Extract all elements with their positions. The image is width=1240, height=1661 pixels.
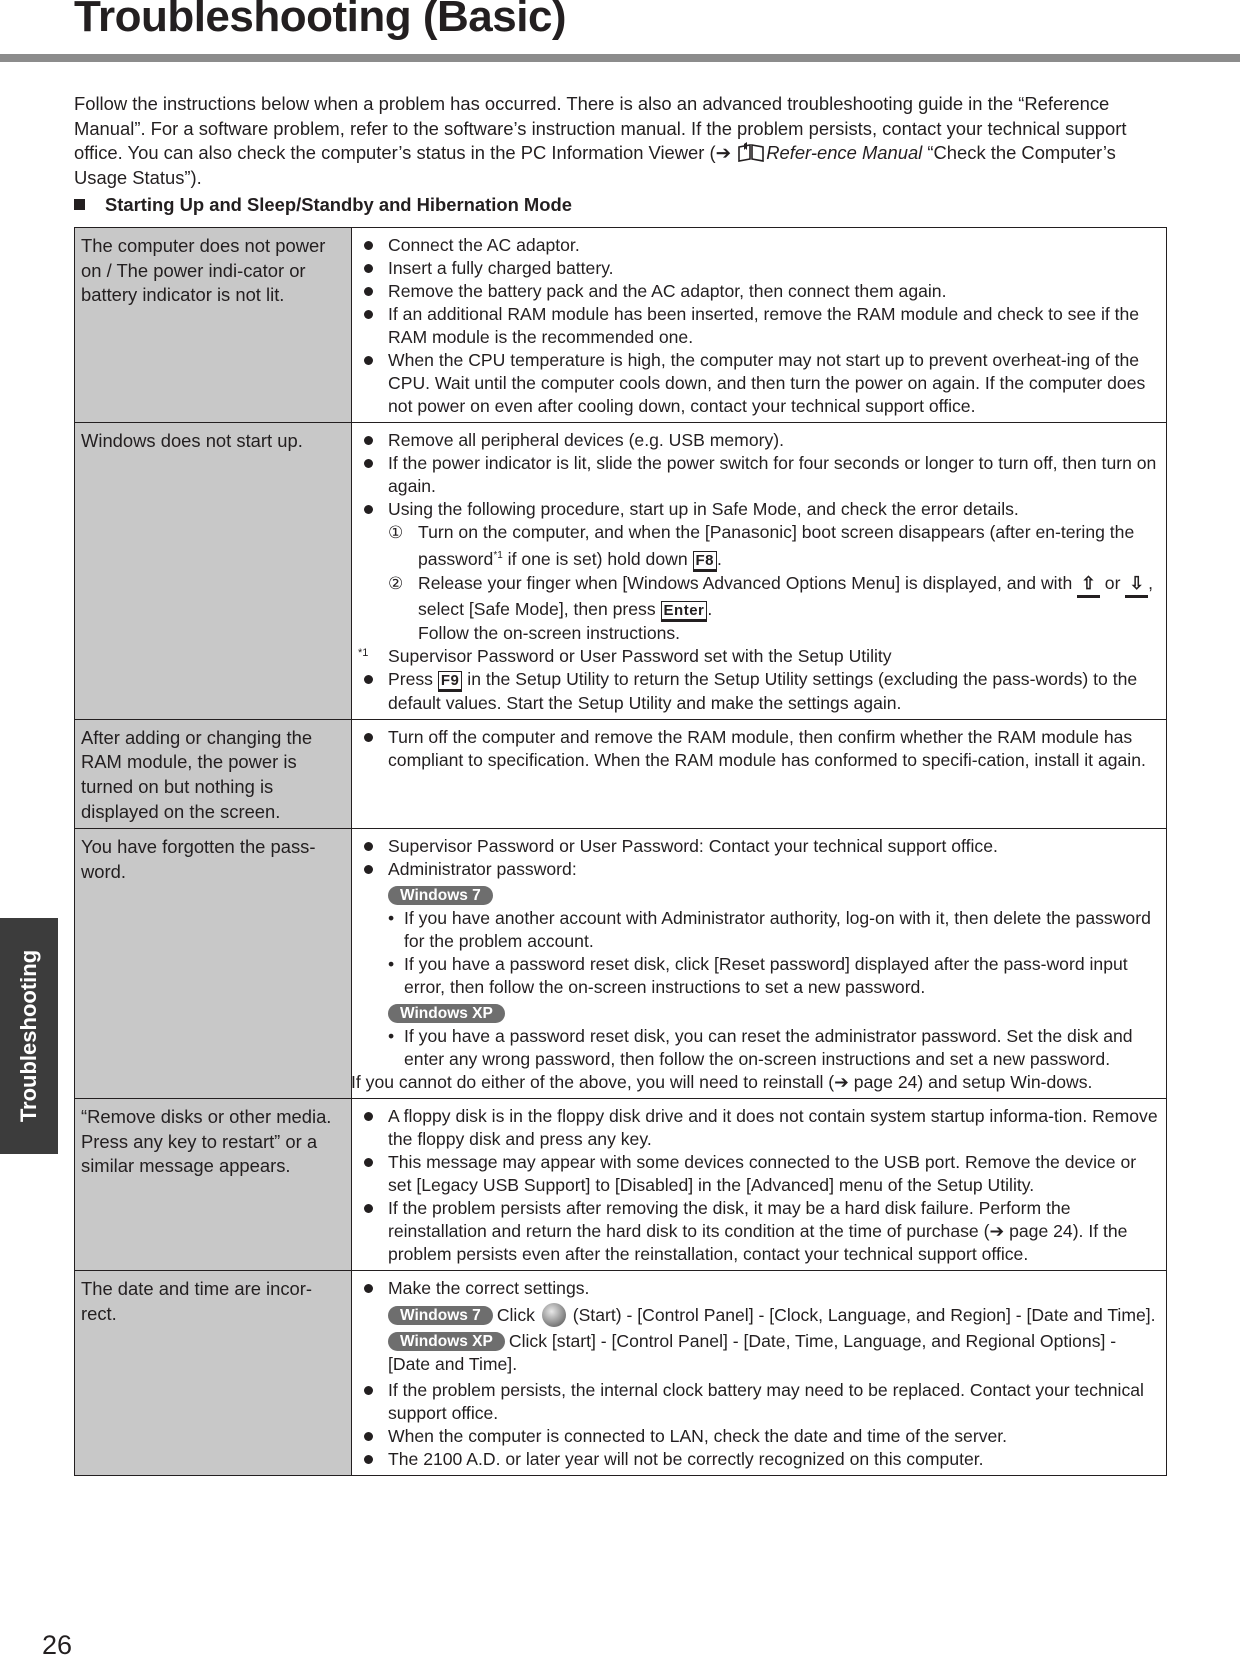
table-row	[75, 1271, 1167, 1476]
windows-7-badge: Windows 7	[388, 1306, 493, 1325]
item-text-tail: page 24). If the problem persists even after the reinstallation, contact your technical support office.	[388, 1221, 1128, 1265]
list-item: • If you have a password reset disk, click [Reset password] displayed after the pass-word input error, then follow the on-screen instructions to set a new password.	[358, 953, 1160, 999]
table-row	[75, 1099, 1167, 1271]
step-or: or	[1099, 572, 1126, 593]
manual-book-icon	[736, 142, 766, 162]
windows-7-badge: Windows 7	[388, 886, 493, 905]
arrow-icon: ➔	[715, 142, 732, 163]
step-text-tail: , select [Safe Mode], then press	[418, 572, 1153, 619]
item-text-tail: in the Setup Utility to return the Setup Utility settings (excluding the pass-words) to the default values. Start the Setup Utility and make the settings again.	[388, 668, 1138, 713]
f8-key-icon: F8	[693, 551, 718, 572]
windows-xp-instruction	[358, 1330, 1160, 1376]
square-bullet-icon	[74, 199, 85, 210]
intro-text: Follow the instructions below when a problem has occurred. There is also an advanced troubleshooting guide in the “Reference Manual”. For a software problem, refer to the software’s instruction manual. If the problem persists, contact your technical support office. You can also check the computer’s status in the PC Information Viewer (	[74, 93, 1127, 163]
instruction-text-tail: (Start) - [Control Panel] - [Clock, Language, and Region] - [Date and Time].	[567, 1305, 1156, 1326]
symptom-cell: After adding or changing the RAM module, the power is turned on but nothing is displayed on the screen.	[75, 719, 352, 828]
intro-tail: “Check the Computer’s Usage Status”).	[74, 142, 1116, 188]
procedure-note: Follow the on-screen instructions.	[418, 622, 681, 643]
list-item: Using the following procedure, start up in Safe Mode, and check the error details.	[358, 498, 1160, 521]
step-number: ①	[388, 523, 404, 542]
solution-cell	[352, 228, 1167, 423]
list-item: If an additional RAM module has been inserted, remove the RAM module and check to see if the RAM module is the recommended one.	[358, 303, 1160, 349]
symptom-cell: You have forgotten the pass-word.	[75, 829, 352, 1099]
troubleshooting-table	[74, 227, 1167, 1476]
instruction-text: Click [start] - [Control Panel] - [Date, Time, Language, and Regional Options] - [Date and Time].	[388, 1331, 1117, 1375]
list-item: Make the correct settings.	[358, 1277, 1160, 1300]
up-arrow-key-icon: ⇧	[1077, 572, 1100, 598]
symptom-cell: Windows does not start up.	[75, 423, 352, 720]
list-item: Supervisor Password or User Password: Contact your technical support office.	[358, 835, 1160, 858]
table-row	[75, 829, 1167, 1099]
arrow-icon: ➔	[834, 1072, 849, 1093]
list-item	[358, 1197, 1160, 1266]
step-number: ②	[388, 573, 404, 593]
list-item: • If you have a password reset disk, you can reset the administrator password. Set the disk and enter any wrong password, then follow the on-screen instructions and set a new password.	[358, 1025, 1160, 1071]
table-row	[75, 719, 1167, 828]
reinstall-note	[351, 1071, 1160, 1094]
note-text-tail: page 24) and setup Win-dows.	[848, 1072, 1093, 1093]
list-item: If the problem persists, the internal clock battery may need to be replaced. Contact your technical support office.	[358, 1379, 1160, 1425]
down-arrow-key-icon: ⇩	[1125, 572, 1148, 598]
windows-xp-badge: Windows XP	[388, 1332, 505, 1351]
list-item: Insert a fully charged battery.	[358, 257, 1160, 280]
step-text: Release your finger when [Windows Advanced Options Menu] is displayed, and with	[418, 572, 1078, 593]
list-item	[358, 668, 1160, 715]
list-item: A floppy disk is in the floppy disk drive and it does not contain system startup informa-tion. Remove the floppy disk and press any key.	[358, 1105, 1160, 1151]
instruction-text: Click	[496, 1305, 540, 1326]
footnote-ref: *1	[493, 550, 503, 561]
list-item: If the power indicator is lit, slide the power switch for four seconds or longer to turn off, then turn on again.	[358, 452, 1160, 498]
item-text: If the problem persists after removing the disk, it may be a hard disk failure. Perform the reinstallation and return the hard disk to its condition at the time of purchase (	[388, 1198, 1071, 1242]
intro-paragraph	[74, 92, 1170, 190]
manual-reference: Refer-ence Manual	[766, 142, 923, 163]
note-text: If you cannot do either of the above, you will need to reinstall (	[351, 1072, 835, 1093]
list-item: When the computer is connected to LAN, check the date and time of the server.	[358, 1425, 1160, 1448]
procedure-step: ① Turn on the computer, and when the [Panasonic] boot screen disappears (after en-tering the password$^{*1}$ if one is set) hold down F8 .	[358, 521, 1160, 572]
item-text: Press	[388, 668, 438, 689]
table-row	[75, 228, 1167, 423]
table-row	[75, 423, 1167, 720]
symptom-cell: The date and time are incor-rect.	[75, 1271, 352, 1476]
list-item: The 2100 A.D. or later year will not be correctly recognized on this computer.	[358, 1448, 1160, 1471]
title-rule	[0, 54, 1240, 62]
section-heading-text: Starting Up and Sleep/Standby and Hibernation Mode	[105, 194, 572, 215]
f9-key-icon: F9	[438, 671, 463, 692]
footnote	[358, 645, 1160, 668]
solution-cell	[352, 423, 1167, 720]
list-item: Remove the battery pack and the AC adaptor, then connect them again.	[358, 280, 1160, 303]
footnote-mark: *1	[358, 646, 369, 659]
windows-start-orb-icon	[542, 1303, 566, 1327]
windows-xp-badge: Windows XP	[388, 1004, 505, 1023]
list-item: • If you have another account with Administrator authority, log-on with it, then delete the password for the problem account.	[358, 907, 1160, 953]
solution-cell	[352, 1099, 1167, 1271]
side-tab	[0, 918, 58, 1154]
list-item: This message may appear with some devices connected to the USB port. Remove the device or set [Legacy USB Support] to [Disabled] in the [Advanced] menu of the Setup Utility.	[358, 1151, 1160, 1197]
enter-key-icon: Enter	[661, 601, 708, 622]
symptom-cell: “Remove disks or other media. Press any key to restart” or a similar message appears.	[75, 1099, 352, 1271]
procedure-step: ② Release your finger when [Windows Advanced Options Menu] is displayed, and with ⇧ or ⇩ , select [Safe Mode], then press Enter .	[358, 572, 1160, 622]
side-tab-label: Troubleshooting	[16, 949, 41, 1123]
symptom-cell: The computer does not power on / The power indi-cator or battery indicator is not lit.	[75, 228, 352, 423]
step-text: Turn on the computer, and when the [Panasonic] boot screen disappears (after en-tering the password	[418, 522, 1135, 569]
list-item: Turn off the computer and remove the RAM module, then confirm whether the RAM module has compliant to specification. When the RAM module has conformed to specifi-cation, install it again.	[358, 726, 1160, 772]
solution-cell	[352, 1271, 1167, 1476]
list-item: Administrator password:	[358, 858, 1160, 881]
page-title: Troubleshooting (Basic)	[74, 0, 567, 41]
page-number: 26	[42, 1630, 73, 1660]
solution-cell	[352, 719, 1167, 828]
footnote-text: Supervisor Password or User Password set with the Setup Utility	[388, 645, 892, 666]
list-item: Remove all peripheral devices (e.g. USB memory).	[358, 429, 1160, 452]
solution-cell	[352, 829, 1167, 1099]
section-heading	[74, 194, 572, 216]
windows-7-instruction	[358, 1303, 1160, 1327]
list-item: When the CPU temperature is high, the computer may not start up to prevent overheat-ing of the CPU. Wait until the computer cools down, and then turn the power on again. If the computer does not power on even after cooling down, contact your technical support office.	[358, 349, 1160, 418]
list-item: Connect the AC adaptor.	[358, 234, 1160, 257]
arrow-icon: ➔	[989, 1221, 1005, 1242]
step-text-tail: if one is set) hold down	[502, 548, 693, 569]
